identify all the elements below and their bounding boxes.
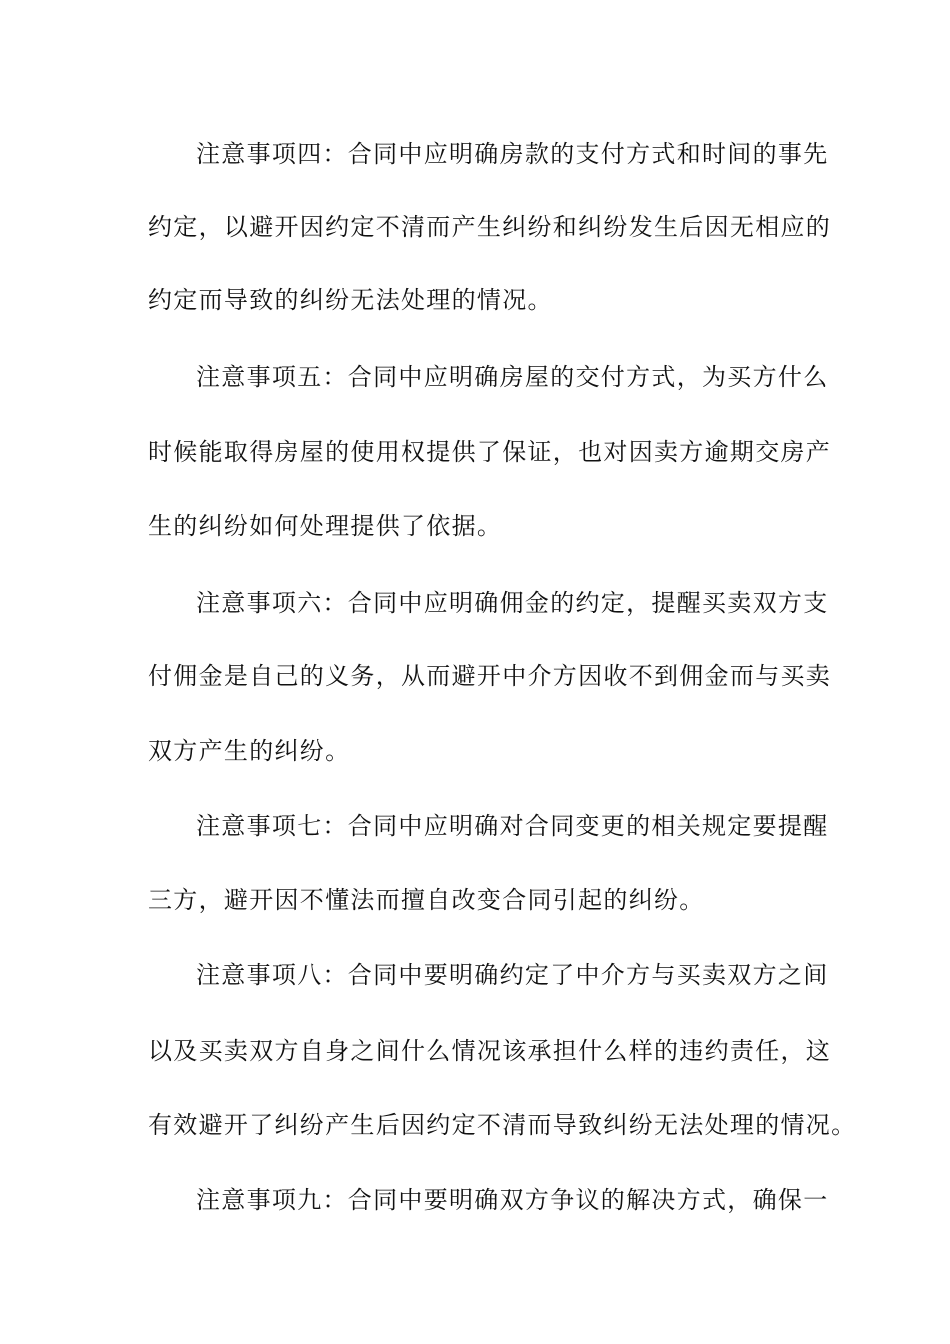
paragraph-line: 注意事项七：合同中应明确对合同变更的相关规定要提醒 — [196, 812, 829, 840]
paragraph-line: 注意事项四：合同中应明确房款的支付方式和时间的事先 — [196, 140, 829, 168]
paragraph-line: 约定而导致的纠纷无法处理的情况。 — [148, 286, 553, 314]
paragraph-line: 时候能取得房屋的使用权提供了保证，也对因卖方逾期交房产 — [148, 438, 832, 466]
paragraph-line: 双方产生的纠纷。 — [148, 737, 351, 765]
paragraph-line: 有效避开了纠纷产生后因约定不清而导致纠纷无法处理的情况。 — [148, 1111, 857, 1139]
paragraph-line: 注意事项五：合同中应明确房屋的交付方式，为买方什么 — [196, 363, 829, 391]
paragraph-line: 生的纠纷如何处理提供了依据。 — [148, 512, 503, 540]
paragraph-line: 以及买卖双方自身之间什么情况该承担什么样的违约责任，这 — [148, 1037, 832, 1065]
paragraph-line: 付佣金是自己的义务，从而避开中介方因收不到佣金而与买卖 — [148, 662, 832, 690]
paragraph-line: 三方，避开因不懂法而擅自改变合同引起的纠纷。 — [148, 886, 705, 914]
paragraph-line: 注意事项六：合同中应明确佣金的约定，提醒买卖双方支 — [196, 589, 829, 617]
paragraph-line: 注意事项九：合同中要明确双方争议的解决方式，确保一 — [196, 1186, 829, 1214]
paragraph-line: 约定，以避开因约定不清而产生纠纷和纠纷发生后因无相应的 — [148, 213, 832, 241]
paragraph-line: 注意事项八：合同中要明确约定了中介方与买卖双方之间 — [196, 961, 829, 989]
